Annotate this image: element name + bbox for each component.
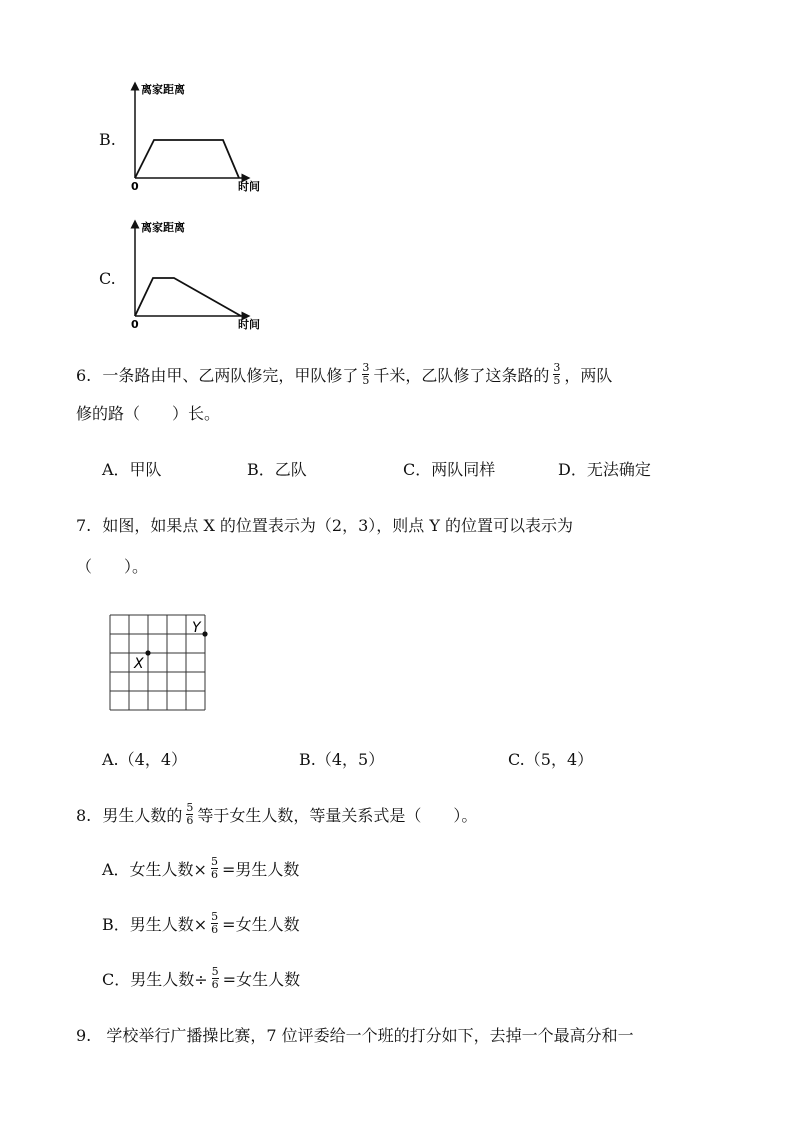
- fraction: [212, 966, 219, 991]
- fraction: [211, 911, 218, 936]
- q6-text-a: 一条路由甲、乙两队修完，甲队修了: [102, 366, 359, 385]
- option-suffix: =女生人数: [222, 970, 301, 989]
- q5-option-b-graph: [126, 80, 276, 195]
- question-number: 9.: [76, 1026, 92, 1045]
- option-suffix: =男生人数: [221, 860, 300, 879]
- q9-line1: [76, 1025, 634, 1047]
- question-number: 7.: [76, 516, 92, 535]
- coordinate-grid: [100, 608, 220, 718]
- q5-option-c-label: C.: [99, 269, 116, 288]
- option-prefix: A．女生人数×: [102, 860, 207, 879]
- numerator: 3: [362, 361, 370, 374]
- option-prefix: B．男生人数×: [102, 915, 208, 934]
- q7-line2: （ ）。: [76, 557, 149, 576]
- y-axis-label: 离家距离: [141, 83, 185, 96]
- y-axis-label: 离家距离: [141, 221, 185, 234]
- option-prefix: C．男生人数÷: [102, 970, 208, 989]
- denominator: 6: [211, 978, 219, 991]
- fraction: [362, 362, 369, 387]
- fraction: [186, 802, 193, 827]
- fraction: [553, 362, 560, 387]
- question-number: 8.: [76, 806, 92, 825]
- numerator: 3: [553, 361, 561, 374]
- distance-line: [135, 278, 241, 316]
- point-x-label: X: [134, 656, 144, 672]
- q7-option-c[interactable]: C.（5，4）: [508, 750, 594, 769]
- q8-option-c[interactable]: [102, 965, 301, 993]
- denominator: 5: [362, 374, 370, 387]
- q7-line1: [76, 515, 573, 537]
- q5-option-b-label: B.: [99, 130, 116, 149]
- q8-text-a: 男生人数的: [102, 806, 183, 825]
- denominator: 6: [210, 868, 218, 881]
- q6-line1: [76, 361, 613, 389]
- q8-option-a[interactable]: [102, 855, 300, 883]
- q8-text-b: 等于女生人数，等量关系式是（ ）。: [197, 806, 478, 825]
- q7-option-a[interactable]: A.（4，4）: [102, 750, 188, 769]
- numerator: 5: [210, 855, 218, 868]
- distance-line: [135, 140, 239, 178]
- point-x: [145, 650, 150, 655]
- x-axis-label: 时间: [238, 318, 260, 331]
- denominator: 6: [211, 923, 219, 936]
- numerator: 5: [211, 910, 219, 923]
- q6-text-c: ，两队: [564, 366, 613, 385]
- q9-text: 学校举行广播操比赛，7 位评委给一个班的打分如下，去掉一个最高分和一: [106, 1026, 634, 1045]
- q5-option-c-graph: [126, 218, 276, 333]
- q8-option-b[interactable]: [102, 910, 300, 938]
- q6-line2: 修的路（ ）长。: [76, 404, 221, 423]
- q6-option-c[interactable]: C．两队同样: [403, 460, 496, 479]
- denominator: 5: [553, 374, 561, 387]
- q6-option-d[interactable]: D．无法确定: [558, 460, 651, 479]
- option-suffix: =女生人数: [222, 915, 300, 934]
- q7-text: 如图，如果点 X 的位置表示为（2，3），则点 Y 的位置可以表示为: [102, 516, 574, 535]
- q7-option-b[interactable]: B.（4，5）: [299, 750, 385, 769]
- x-axis-label: 时间: [238, 180, 260, 193]
- fraction: [211, 856, 218, 881]
- numerator: 5: [211, 965, 219, 978]
- point-y: [202, 631, 207, 636]
- origin-label: 0: [131, 180, 139, 193]
- q6-option-a[interactable]: A．甲队: [102, 460, 162, 479]
- origin-label: 0: [131, 318, 139, 331]
- q6-text-b: 千米，乙队修了这条路的: [373, 366, 550, 385]
- numerator: 5: [186, 801, 194, 814]
- point-y-label: Y: [192, 620, 201, 636]
- q8-line1: [76, 801, 478, 829]
- denominator: 6: [186, 814, 194, 827]
- q6-option-b[interactable]: B．乙队: [247, 460, 307, 479]
- question-number: 6.: [76, 366, 92, 385]
